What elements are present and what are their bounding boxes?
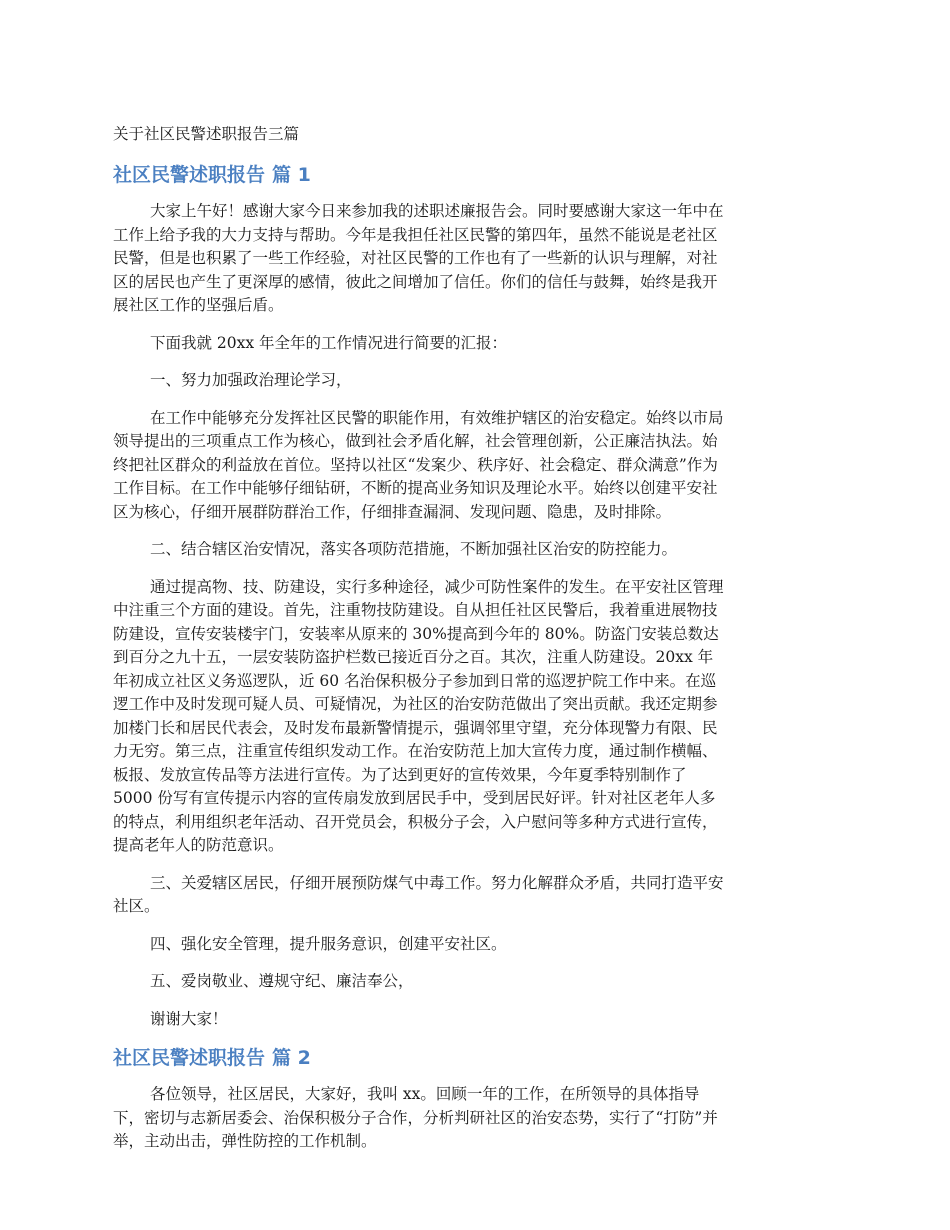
section-heading-text: 社区民警述职报告 xyxy=(113,1047,266,1069)
paragraph: 大家上午好！感谢大家今日来参加我的述职述廉报告会。同时要感谢大家这一年中在 工作上给予我的大力支持与帮助。今年是我担任社区民警的第四年，虽然不能说是老社区 民警，但是也积累了一些工作经验，对社区民警的工作也有了一些新的认识与理解，对社 区的居民也产生了更深厚的感情，彼此之间增加了信任。你们的信任与鼓舞，始终是我开 展社区工作的坚强后盾。 xyxy=(113,202,724,314)
section-number: 篇 1 xyxy=(272,164,311,186)
paragraph: 四、强化安全管理，提升服务意识，创建平安社区。 xyxy=(150,934,507,953)
paragraph: 下面我就 20xx 年全年的工作情况进行简要的汇报： xyxy=(150,333,508,352)
paragraph: 谢谢大家！ xyxy=(150,1009,228,1028)
document-body xyxy=(113,122,839,1168)
paragraph: 二、结合辖区治安情况，落实各项防范措施，不断加强社区治安的防控能力。 xyxy=(150,540,678,558)
section-number: 篇 2 xyxy=(272,1047,311,1069)
document-title: 关于社区民警述职报告三篇 xyxy=(113,125,300,143)
paragraph: 五、爱岗敬业、遵规守纪、廉洁奉公， xyxy=(150,972,414,990)
report-section-1 xyxy=(113,162,839,1031)
report-section-2 xyxy=(113,1045,839,1154)
paragraph: 三、关爱辖区居民，仔细开展预防煤气中毒工作。努力化解群众矛盾，共同打造平安 社区。 xyxy=(113,873,724,915)
section-heading xyxy=(113,1045,839,1071)
section-heading-text: 社区民警述职报告 xyxy=(113,164,266,186)
paragraph: 在工作中能够充分发挥社区民警的职能作用，有效维护辖区的治安稳定。始终以市局 领导提出的三项重点工作为核心，做到社会矛盾化解，社会管理创新，公正廉洁执法。始 终把社区群众的利益放在首位。坚持以社区“发案少、秩序好、社会稳定、群众满意”作为 工作目标。在工作中能够仔细钻研，不断的提高业务知识及理论水平。始终以创建平安社 区为核心，仔细开展群防群治工作，仔细排查漏洞、发现问题、隐患，及时排除。 xyxy=(113,408,724,521)
paragraph: 一、努力加强政治理论学习， xyxy=(150,371,352,389)
section-heading xyxy=(113,162,839,188)
paragraph: 各位领导，社区居民，大家好，我叫 xx。回顾一年的工作，在所领导的具体指导 下，密切与志新居委会、治保积极分子合作，分析判研社区的治安态势，实行了“打防”并 举，主动出击，弹性防控的工作机制。 xyxy=(113,1085,718,1150)
paragraph: 通过提高物、技、防建设，实行多种途径，减少可防性案件的发生。在平安社区管理 中注重三个方面的建设。首先，注重物技防建设。自从担任社区民警后，我着重进展物技 防建设，宣传安装楼宇门，安装率从原来的 30%提高到今年的 80%。防盗门安装总数达 到百分之九十五，一层安装防盗护栏数已接近百分之百。其次，注重人防建设。20xx 年 年初成立社区义务巡逻队，近 60 名治保积极分子参加到日常的巡逻护院工作中来。在巡 逻工作中及时发现可疑人员、可疑情况，为社区的治安防范做出了突出贡献。我还定期参 加楼门长和居民代表会，及时发布最新警情提示，强调邻里守望，充分体现警力有限、民 力无穷。第三点，注重宣传组织发动工作。在治安防范上加大宣传力度，通过制作横幅、 板报、发放宣传品等方法进行宣传。为了达到更好的宣传效果，今年夏季特别制作了 5000 份写有宣传提示内容的宣传扇发放到居民手中，受到居民好评。针对社区老年人多 的特点，利用组织老年活动、召开党员会，积极分子会，入户慰问等多种方式进行宣传， 提高老年人的防范意识。 xyxy=(113,577,724,854)
